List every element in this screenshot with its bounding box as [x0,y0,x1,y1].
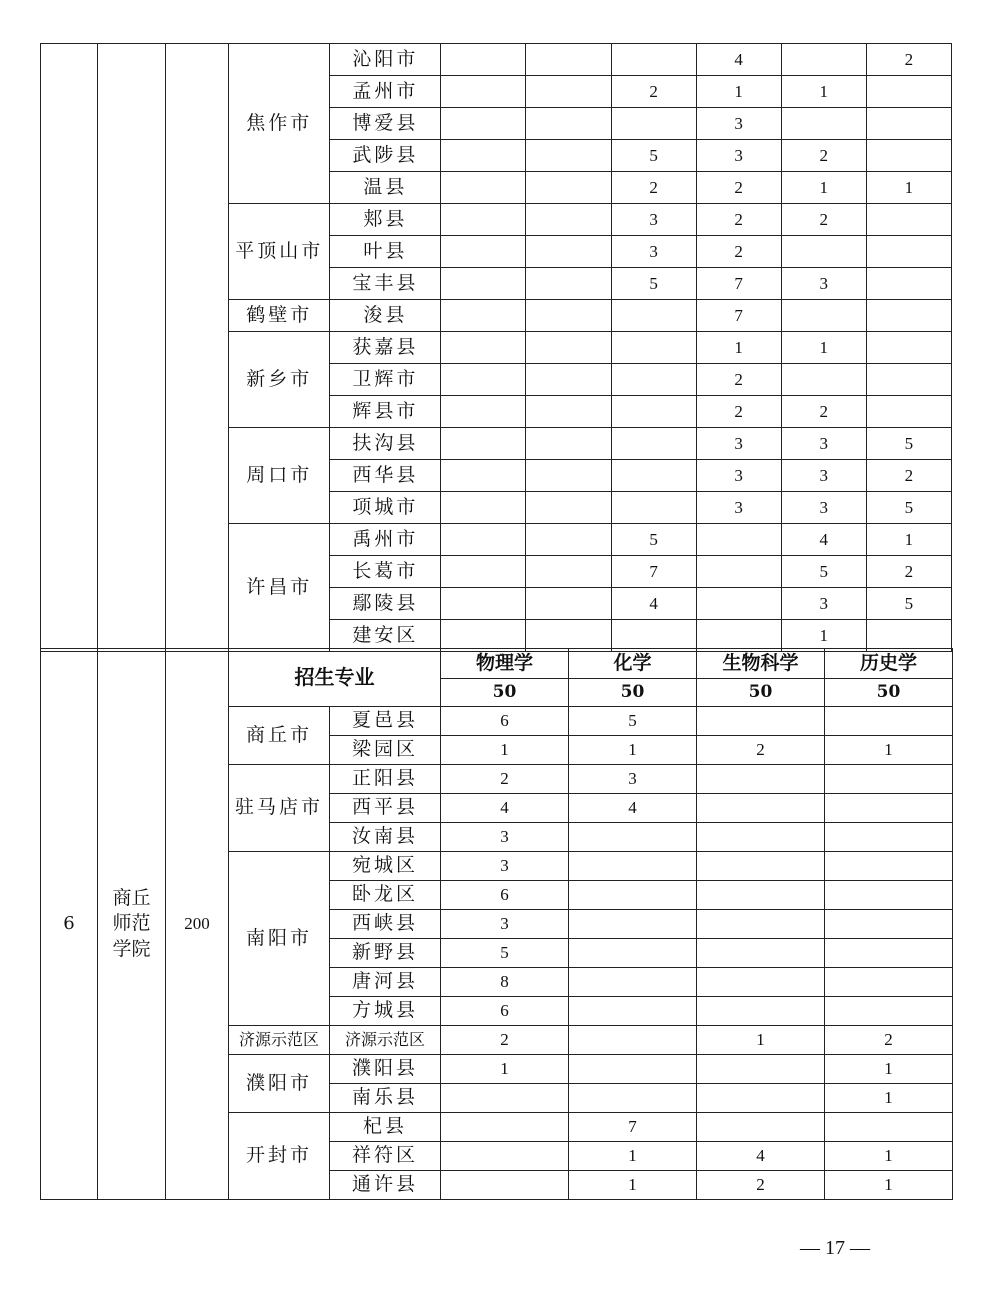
quota-cell [441,556,526,588]
quota-cell [441,1142,569,1171]
quota-cell [569,1055,697,1084]
quota-cell [781,300,866,332]
city-cell: 驻马店市 [229,765,330,852]
quota-cell [696,556,781,588]
quota-cell: 3 [696,492,781,524]
city-cell: 濮阳市 [229,1055,330,1113]
quota-cell [697,1055,825,1084]
quota-cell [441,1113,569,1142]
quota-cell: 3 [781,492,866,524]
quota-cell: 5 [569,707,697,736]
university-cell-empty [98,44,166,652]
city-cell: 许昌市 [229,524,330,652]
city-cell: 济源示范区 [229,1026,330,1055]
quota-cell [866,108,951,140]
quota-cell [825,968,953,997]
table-row [41,44,952,76]
quota-cell: 7 [696,300,781,332]
quota-cell [611,364,696,396]
quota-cell: 3 [781,268,866,300]
quota-cell: 4 [697,1142,825,1171]
quota-cell [569,1026,697,1055]
quota-cell: 1 [866,524,951,556]
quota-cell: 2 [696,364,781,396]
quota-cell [696,620,781,652]
quota-cell [866,204,951,236]
quota-cell [526,620,611,652]
quota-cell [569,852,697,881]
quota-cell: 1 [781,620,866,652]
county-cell: 卫辉市 [330,364,441,396]
quota-cell [441,492,526,524]
quota-cell: 3 [441,823,569,852]
city-cell: 焦作市 [229,44,330,204]
quota-cell [825,707,953,736]
quota-cell [697,765,825,794]
quota-cell [825,939,953,968]
county-cell: 汝南县 [330,823,441,852]
quota-cell [441,428,526,460]
city-cell: 新乡市 [229,332,330,428]
quota-cell [526,76,611,108]
quota-cell: 2 [441,765,569,794]
quota-cell [526,300,611,332]
university-index: 6 [41,649,98,1200]
major-quota: 50 [441,679,569,707]
quota-cell [697,939,825,968]
quota-cell [781,364,866,396]
quota-cell [441,588,526,620]
quota-cell [866,332,951,364]
quota-cell: 1 [825,736,953,765]
quota-cell [866,300,951,332]
county-cell: 禹州市 [330,524,441,556]
quota-cell [611,332,696,364]
county-cell: 建安区 [330,620,441,652]
county-cell: 叶县 [330,236,441,268]
quota-cell [697,852,825,881]
quota-cell: 3 [781,588,866,620]
quota-cell [696,524,781,556]
quota-cell [526,44,611,76]
county-cell: 梁园区 [330,736,441,765]
county-cell: 辉县市 [330,396,441,428]
university-total: 200 [166,649,229,1200]
quota-cell: 3 [696,460,781,492]
quota-cell: 5 [611,268,696,300]
city-cell: 平顶山市 [229,204,330,300]
quota-cell [526,332,611,364]
quota-cell: 2 [866,556,951,588]
county-cell: 温县 [330,172,441,204]
quota-cell: 7 [696,268,781,300]
quota-cell: 1 [569,736,697,765]
county-cell: 鄢陵县 [330,588,441,620]
county-cell: 卧龙区 [330,881,441,910]
quota-cell: 3 [781,428,866,460]
quota-cell [866,76,951,108]
quota-cell [697,968,825,997]
quota-cell [441,140,526,172]
quota-cell [866,140,951,172]
county-cell: 长葛市 [330,556,441,588]
quota-cell: 2 [696,172,781,204]
county-cell: 南乐县 [330,1084,441,1113]
quota-cell [569,910,697,939]
quota-cell: 1 [866,172,951,204]
quota-cell [825,852,953,881]
quota-cell: 1 [696,76,781,108]
quota-cell [866,620,951,652]
quota-cell: 1 [781,332,866,364]
county-cell: 郏县 [330,204,441,236]
quota-cell: 5 [781,556,866,588]
quota-cell [441,364,526,396]
quota-cell [611,460,696,492]
university-name-line: 师范 [112,912,151,935]
county-cell: 通许县 [330,1171,441,1200]
quota-cell [866,364,951,396]
quota-cell: 4 [441,794,569,823]
quota-cell [526,236,611,268]
quota-cell: 6 [441,707,569,736]
quota-cell: 3 [441,852,569,881]
quota-cell: 4 [781,524,866,556]
quota-cell [825,765,953,794]
county-cell: 祥符区 [330,1142,441,1171]
quota-cell [526,268,611,300]
city-cell: 周口市 [229,428,330,524]
major-quota: 50 [569,679,697,707]
university-name-line: 学院 [112,937,151,960]
quota-cell: 2 [825,1026,953,1055]
quota-cell: 1 [825,1142,953,1171]
quota-cell [825,794,953,823]
quota-cell [526,588,611,620]
quota-cell [526,492,611,524]
quota-cell [441,172,526,204]
major-name: 化学 [569,649,697,679]
county-cell: 孟州市 [330,76,441,108]
quota-cell [825,823,953,852]
quota-cell [441,236,526,268]
city-cell: 商丘市 [229,707,330,765]
quota-cell [697,910,825,939]
county-cell: 宝丰县 [330,268,441,300]
quota-cell [611,300,696,332]
quota-cell [441,44,526,76]
city-cell: 南阳市 [229,852,330,1026]
quota-cell: 1 [696,332,781,364]
quota-cell: 3 [569,765,697,794]
quota-cell: 1 [441,736,569,765]
quota-cell [441,460,526,492]
quota-cell: 1 [825,1055,953,1084]
quota-cell [569,939,697,968]
quota-cell: 5 [866,428,951,460]
county-cell: 杞县 [330,1113,441,1142]
county-cell: 濮阳县 [330,1055,441,1084]
quota-cell [825,1113,953,1142]
county-cell: 项城市 [330,492,441,524]
quota-cell: 7 [569,1113,697,1142]
quota-cell: 2 [781,204,866,236]
quota-cell: 8 [441,968,569,997]
quota-cell: 2 [697,1171,825,1200]
county-cell: 新野县 [330,939,441,968]
county-cell: 博爱县 [330,108,441,140]
quota-cell [526,172,611,204]
quota-cell [866,236,951,268]
county-cell: 沁阳市 [330,44,441,76]
quota-cell [526,140,611,172]
quota-cell [441,76,526,108]
major-quota: 50 [697,679,825,707]
major-name: 生物科学 [697,649,825,679]
quota-cell: 4 [569,794,697,823]
quota-cell: 3 [696,428,781,460]
county-cell: 唐河县 [330,968,441,997]
quota-cell [697,1084,825,1113]
quota-cell [825,910,953,939]
quota-cell: 2 [866,460,951,492]
enrollment-table-shangqiu [40,648,953,1200]
quota-cell [441,1171,569,1200]
quota-cell: 2 [866,44,951,76]
quota-cell: 7 [611,556,696,588]
quota-cell [611,428,696,460]
quota-cell: 5 [611,140,696,172]
enrollment-table-continued [40,43,952,652]
quota-cell [526,428,611,460]
quota-cell: 1 [825,1084,953,1113]
quota-cell [441,204,526,236]
quota-cell: 5 [611,524,696,556]
county-cell: 武陟县 [330,140,441,172]
quota-cell [866,396,951,428]
quota-cell [866,268,951,300]
major-quota: 50 [825,679,953,707]
quota-cell: 5 [866,492,951,524]
quota-cell [569,881,697,910]
quota-cell [441,620,526,652]
major-name: 历史学 [825,649,953,679]
quota-cell [526,364,611,396]
quota-cell: 2 [697,736,825,765]
quota-cell [441,396,526,428]
quota-cell: 3 [441,910,569,939]
quota-cell: 6 [441,881,569,910]
quota-cell: 2 [696,396,781,428]
county-cell: 西平县 [330,794,441,823]
quota-cell: 3 [696,140,781,172]
quota-cell: 2 [696,236,781,268]
quota-cell [441,108,526,140]
quota-cell [441,524,526,556]
quota-cell: 3 [611,204,696,236]
quota-cell [441,268,526,300]
quota-cell [526,396,611,428]
quota-cell: 3 [696,108,781,140]
university-name [98,649,166,1200]
quota-cell [611,396,696,428]
quota-cell [569,997,697,1026]
index-cell-empty [41,44,98,652]
quota-cell [526,204,611,236]
quota-cell: 4 [696,44,781,76]
quota-cell: 3 [611,236,696,268]
quota-cell [781,44,866,76]
quota-cell [569,968,697,997]
major-header-label: 招生专业 [229,649,441,707]
university-name-line: 商丘 [112,886,151,909]
quota-cell [611,44,696,76]
quota-cell [697,881,825,910]
quota-cell: 2 [781,396,866,428]
quota-cell [611,492,696,524]
quota-cell [696,588,781,620]
quota-cell: 2 [611,172,696,204]
quota-cell: 6 [441,997,569,1026]
quota-cell [569,1084,697,1113]
quota-cell [611,620,696,652]
county-cell: 方城县 [330,997,441,1026]
major-name: 物理学 [441,649,569,679]
quota-cell [825,881,953,910]
county-cell: 济源示范区 [330,1026,441,1055]
quota-cell: 2 [696,204,781,236]
county-cell: 西华县 [330,460,441,492]
quota-cell [697,707,825,736]
quota-cell: 5 [866,588,951,620]
quota-cell: 1 [781,172,866,204]
quota-cell [697,823,825,852]
quota-cell [697,794,825,823]
quota-cell [441,1084,569,1113]
quota-cell [781,108,866,140]
quota-cell [526,524,611,556]
quota-cell [697,997,825,1026]
quota-cell: 5 [441,939,569,968]
page-number: — 17 — [800,1237,870,1259]
quota-cell: 2 [781,140,866,172]
quota-cell [611,108,696,140]
quota-cell [526,460,611,492]
city-cell: 开封市 [229,1113,330,1200]
quota-cell: 4 [611,588,696,620]
quota-cell: 3 [781,460,866,492]
quota-cell: 2 [441,1026,569,1055]
quota-cell [441,300,526,332]
quota-cell [697,1113,825,1142]
major-header-row [41,649,953,679]
total-cell-empty [166,44,229,652]
county-cell: 西峡县 [330,910,441,939]
quota-cell: 1 [569,1171,697,1200]
quota-cell [526,108,611,140]
county-cell: 获嘉县 [330,332,441,364]
quota-cell [569,823,697,852]
county-cell: 宛城区 [330,852,441,881]
quota-cell [526,556,611,588]
quota-cell: 1 [441,1055,569,1084]
quota-cell [825,997,953,1026]
quota-cell: 2 [611,76,696,108]
county-cell: 正阳县 [330,765,441,794]
quota-cell: 1 [569,1142,697,1171]
county-cell: 扶沟县 [330,428,441,460]
county-cell: 浚县 [330,300,441,332]
county-cell: 夏邑县 [330,707,441,736]
quota-cell: 1 [781,76,866,108]
quota-cell [441,332,526,364]
quota-cell: 1 [825,1171,953,1200]
city-cell: 鹤壁市 [229,300,330,332]
quota-cell [781,236,866,268]
quota-cell: 1 [697,1026,825,1055]
